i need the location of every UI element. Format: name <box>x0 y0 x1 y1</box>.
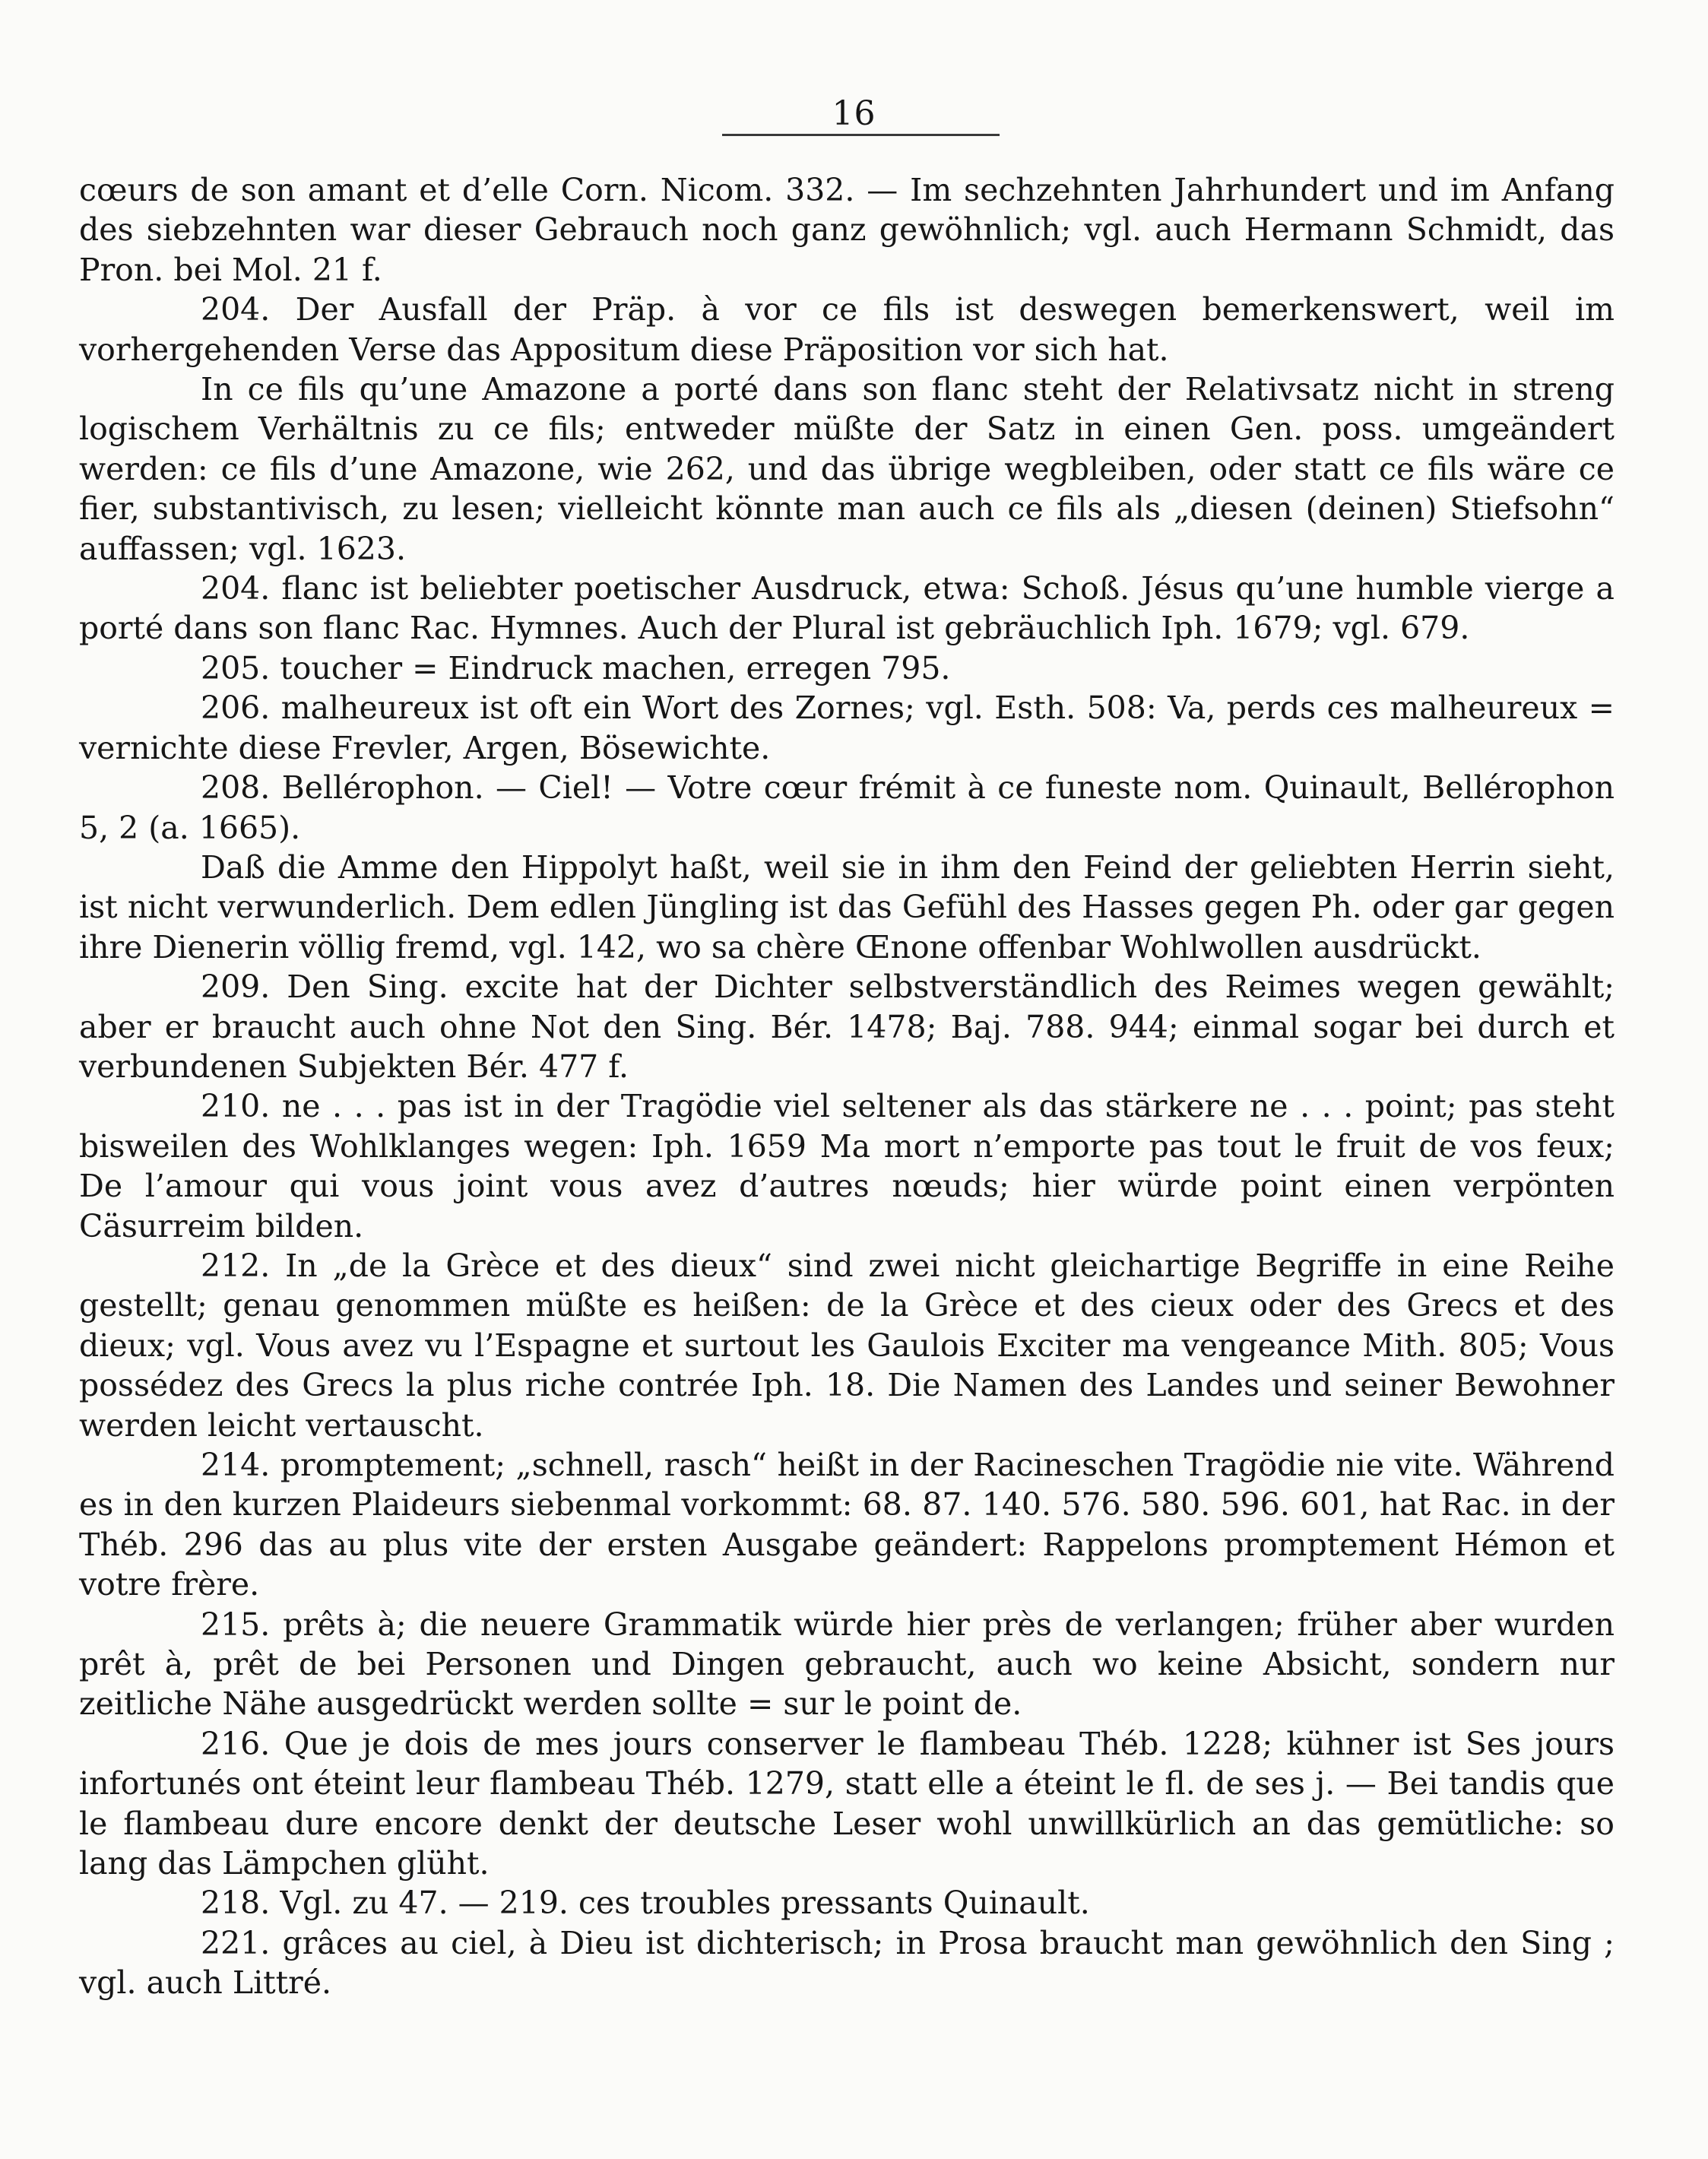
note-214: 214. promptement; „schnell, rasch“ heißt in der Racineschen Tragödie nie vite. Während es in den kurzen Plaideurs siebenmal vorkommt: 68. 87. 140. 576. 580. 596. 601, hat Rac. in der Théb. 296 das au plus vite der ersten Ausgabe geändert: Rappelons promptement Hémon et votre frère. <box>79 1447 1615 1603</box>
note-208: 208. Bellérophon. — Ciel! — Votre cœur frémit à ce funeste nom. Quinault, Bellérophon 5, 2 (a. 1665). <box>79 769 1615 846</box>
note-204-relative-clause: In ce fils qu’une Amazone a porté dans son flanc steht der Relativsatz nicht in streng logischem Verhältnis zu ce fils; entweder müßte der Satz in einen Gen. poss. umgeändert werden: ce fils d’une Amazone, wie 262, und das übrige wegbleiben, oder statt ce fils wäre ce fier, substantivisch, zu lesen; vielleicht könnte man auch ce fils als „diesen (deinen) Stiefsohn“ auffassen; vgl. 1623. <box>79 371 1615 567</box>
note-212: 212. In „de la Grèce et des dieux“ sind zwei nicht gleichartige Begriffe in eine Reihe gestellt; genau genommen müßte es heißen: de la Grèce et des cieux oder des Grecs et des dieux; vgl. Vous avez vu l’Espagne et surtout les Gaulois Exciter ma vengeance Mith. 805; Vous possédez des Grecs la plus riche contrée Iph. 18. Die Namen des Landes und seiner Bewohner werden leicht vertauscht. <box>79 1247 1615 1444</box>
paragraph-continuation: cœurs de son amant et d’elle Corn. Nicom. 332. — Im sechzehnten Jahrhundert und im Anfang des siebzehnten war dieser Gebrauch noch ganz gewöhnlich; vgl. auch Hermann Schmidt, das Pron. bei Mol. 21 f. <box>79 172 1615 288</box>
note-205: 205. toucher = Eindruck machen, erregen 795. <box>201 649 951 686</box>
note-204-preposition: 204. Der Ausfall der Präp. à vor ce fils ist deswegen bemerkenswert, weil im vorhergehenden Verse das Appositum diese Präposition vor sich hat. <box>79 291 1615 368</box>
note-215: 215. prêts à; die neuere Grammatik würde hier près de verlangen; früher aber wurden prêt à, prêt de bei Personen und Dingen gebraucht, auch wo keine Absicht, sondern nur zeitliche Nähe ausgedrückt werden sollte = sur le point de. <box>79 1606 1615 1723</box>
page-number: 16 <box>832 94 876 133</box>
note-210: 210. ne . . . pas ist in der Tragödie viel seltener als das stärkere ne . . . point; pas steht bisweilen des Wohlklanges wegen: Iph. 1659 Ma mort n’emporte pas tout le fruit de vos feux; De l’amour qui vous joint vous avez d’autres nœuds; hier würde point einen verpönten Cäsurreim bilden. <box>79 1088 1615 1244</box>
note-221: 221. grâces au ciel, à Dieu ist dichterisch; in Prosa braucht man gewöhnlich den Sing ; vgl. auch Littré. <box>79 1924 1615 2002</box>
note-204-flanc: 204. flanc ist beliebter poetischer Ausdruck, etwa: Schoß. Jésus qu’une humble vierge a porté dans son flanc Rac. Hymnes. Auch der Plural ist gebräuchlich Iph. 1679; vgl. 679. <box>79 570 1615 647</box>
note-218-219: 218. Vgl. zu 47. — 219. ces troubles pressants Quinault. <box>201 1885 1090 1922</box>
note-208-amme: Daß die Amme den Hippolyt haßt, weil sie in ihm den Feind der geliebten Herrin sieht, ist nicht verwunderlich. Dem edlen Jüngling ist das Gefühl des Hasses gegen Ph. oder gar gegen ihre Dienerin völlig fremd, vgl. 142, wo sa chère Œnone offenbar Wohlwollen ausdrückt. <box>79 848 1615 965</box>
note-206: 206. malheureux ist oft ein Wort des Zornes; vgl. Esth. 508: Va, perds ces malheureux = vernichte diese Frevler, Argen, Bösewichte. <box>79 690 1615 766</box>
note-216: 216. Que je dois de mes jours conserver le flambeau Théb. 1228; kühner ist Ses jours infortunés ont éteint leur flambeau Théb. 1279, statt elle a éteint le fl. de ses j. — Bei tandis que le flambeau dure encore denkt der deutsche Leser wohl unwillkürlich an das gemütliche: so lang das Lämpchen glüht. <box>79 1725 1615 1882</box>
body-text <box>79 170 1615 2003</box>
header-rule <box>722 134 1000 136</box>
note-209: 209. Den Sing. excite hat der Dichter selbstverständlich des Reimes wegen gewählt; aber er braucht auch ohne Not den Sing. Bér. 1478; Baj. 788. 944; einmal sogar bei durch et verbundenen Subjekten Bér. 477 f. <box>79 969 1615 1085</box>
